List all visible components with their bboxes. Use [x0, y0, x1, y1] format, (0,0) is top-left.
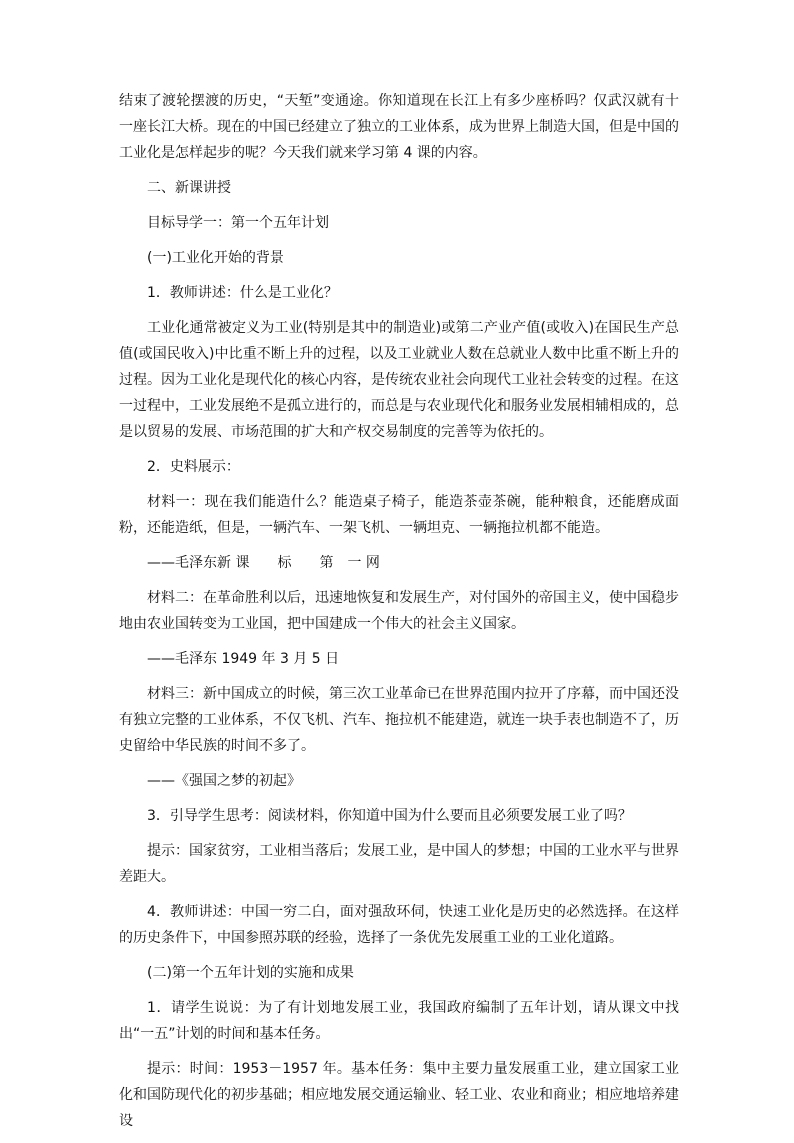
goal-heading-one: 目标导学一：第一个五年计划 — [147, 215, 329, 231]
hint-paragraph-2: 提示：时间：1953－1957 年。基本任务：集中主要力量发展重工业，建立国家工业化和国防现代化的初步基础；相应地发展交通运输业、轻工业、农业和商业；相应地培养建设 — [119, 1061, 679, 1129]
item-teacher-explain-1: 1．教师讲述：什么是工业化？ — [147, 285, 338, 301]
hint-paragraph-1: 提示：国家贫穷，工业相当落后；发展工业，是中国人的梦想；中国的工业水平与世界差距大。 — [119, 843, 679, 885]
subheading-background: (一)工业化开始的背景 — [147, 250, 284, 266]
section-heading-new-lesson: 二、新课讲授 — [147, 180, 231, 196]
item-guide-thinking: 3．引导学生思考：阅读材料，你知道中国为什么要而且必须要发展工业了吗？ — [147, 808, 632, 824]
document-page — [119, 88, 679, 1143]
intro-paragraph: 结束了渡轮摆渡的历史，“天堑”变通途。你知道现在长江上有多少座桥吗？仅武汉就有十一座长江大桥。现在的中国已经建立了独立的工业体系，成为世界上制造大国，但是中国的工业化是怎样起步的呢？今天我们就来学习第 4 课的内容。 — [119, 93, 679, 161]
material-three-source: ——《强国之梦的初起》 — [147, 773, 301, 789]
material-two-paragraph: 材料二：在革命胜利以后，迅速地恢复和发展生产，对付国外的帝国主义，使中国稳步地由农业国转变为工业国，把中国建成一个伟大的社会主义国家。 — [119, 590, 679, 632]
subheading-five-year-plan: (二)第一个五年计划的实施和成果 — [147, 965, 354, 981]
material-three-paragraph: 材料三：新中国成立的时候，第三次工业革命已在世界范围内拉开了序幕，而中国还没有独立完整的工业体系，不仅飞机、汽车、拖拉机不能建造，就连一块手表也制造不了，历史留给中华民族的时间不多了。 — [119, 686, 679, 754]
material-one-source: ——毛泽东新 课 标 第 一 网 — [147, 555, 380, 571]
industrialization-definition-paragraph: 工业化通常被定义为工业(特别是其中的制造业)或第二产业产值(或收入)在国民生产总值(或国民收入)中比重不断上升的过程，以及工业就业人数在总就业人数中比重不断上升的过程。因为工业化是现代化的核心内容，是传统农业社会向现代工业社会转变的过程。在这一过程中，工业发展绝不是孤立进行的，而总是与农业现代化和服务业发展相辅相成的，总是以贸易的发展、市场范围的扩大和产权交易制度的完善等为依托的。 — [119, 320, 679, 440]
item-student-discussion: 1．请学生说说：为了有计划地发展工业，我国政府编制了五年计划，请从课文中找出“一五”计划的时间和基本任务。 — [119, 1000, 679, 1042]
item-historical-materials: 2．史料展示： — [147, 459, 240, 475]
item-teacher-explain-4: 4．教师讲述：中国一穷二白，面对强敌环伺，快速工业化是历史的必然选择。在这样的历史条件下，中国参照苏联的经验，选择了一条优先发展重工业的工业化道路。 — [119, 904, 679, 946]
material-one-paragraph: 材料一：现在我们能造什么？能造桌子椅子，能造茶壶茶碗，能种粮食，还能磨成面粉，还能造纸，但是，一辆汽车、一架飞机、一辆坦克、一辆拖拉机都不能造。 — [119, 494, 679, 536]
material-two-source: ——毛泽东 1949 年 3 月 5 日 — [147, 651, 340, 667]
